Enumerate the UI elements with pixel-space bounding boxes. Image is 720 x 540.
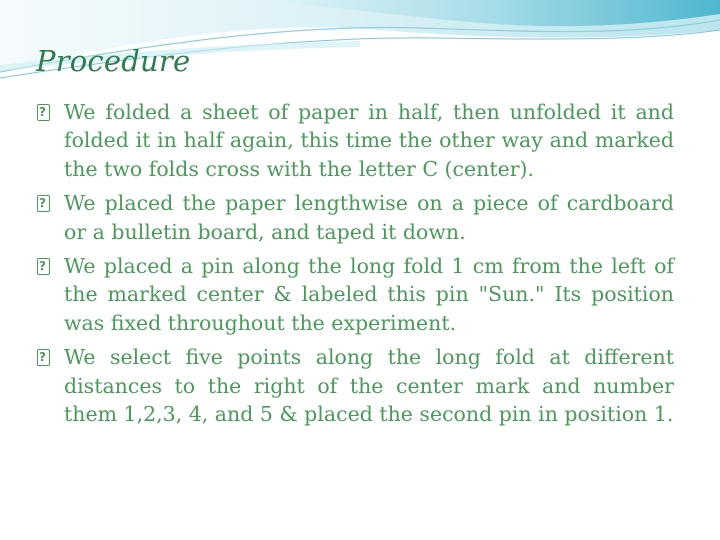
list-item	[34, 343, 674, 428]
list-item	[34, 189, 674, 246]
list-item	[34, 98, 674, 183]
replacement-char-bullet-icon: ?	[34, 98, 64, 126]
replacement-char-bullet-icon: ?	[34, 189, 64, 217]
list-item	[34, 252, 674, 337]
slide-title: Procedure	[36, 44, 191, 78]
replacement-char-bullet-icon: ?	[34, 343, 64, 371]
list-item-text: We folded a sheet of paper in half, then unfolded it and folded it in half again, this time the other way and marked the two folds cross with the letter C (center).	[64, 100, 674, 181]
list-item-text: We placed a pin along the long fold 1 cm from the left of the marked center & labeled this pin "Sun." Its position was fixed throughout the experiment.	[64, 254, 674, 335]
list-item-text: We select five points along the long fold at different distances to the right of the center mark and number them 1,2,3, 4, and 5 & placed the second pin in position 1.	[64, 345, 674, 427]
list-item-text: We placed the paper lengthwise on a piece of cardboard or a bulletin board, and taped it down.	[64, 191, 674, 244]
procedure-list	[34, 98, 674, 434]
replacement-char-bullet-icon: ?	[34, 252, 64, 280]
